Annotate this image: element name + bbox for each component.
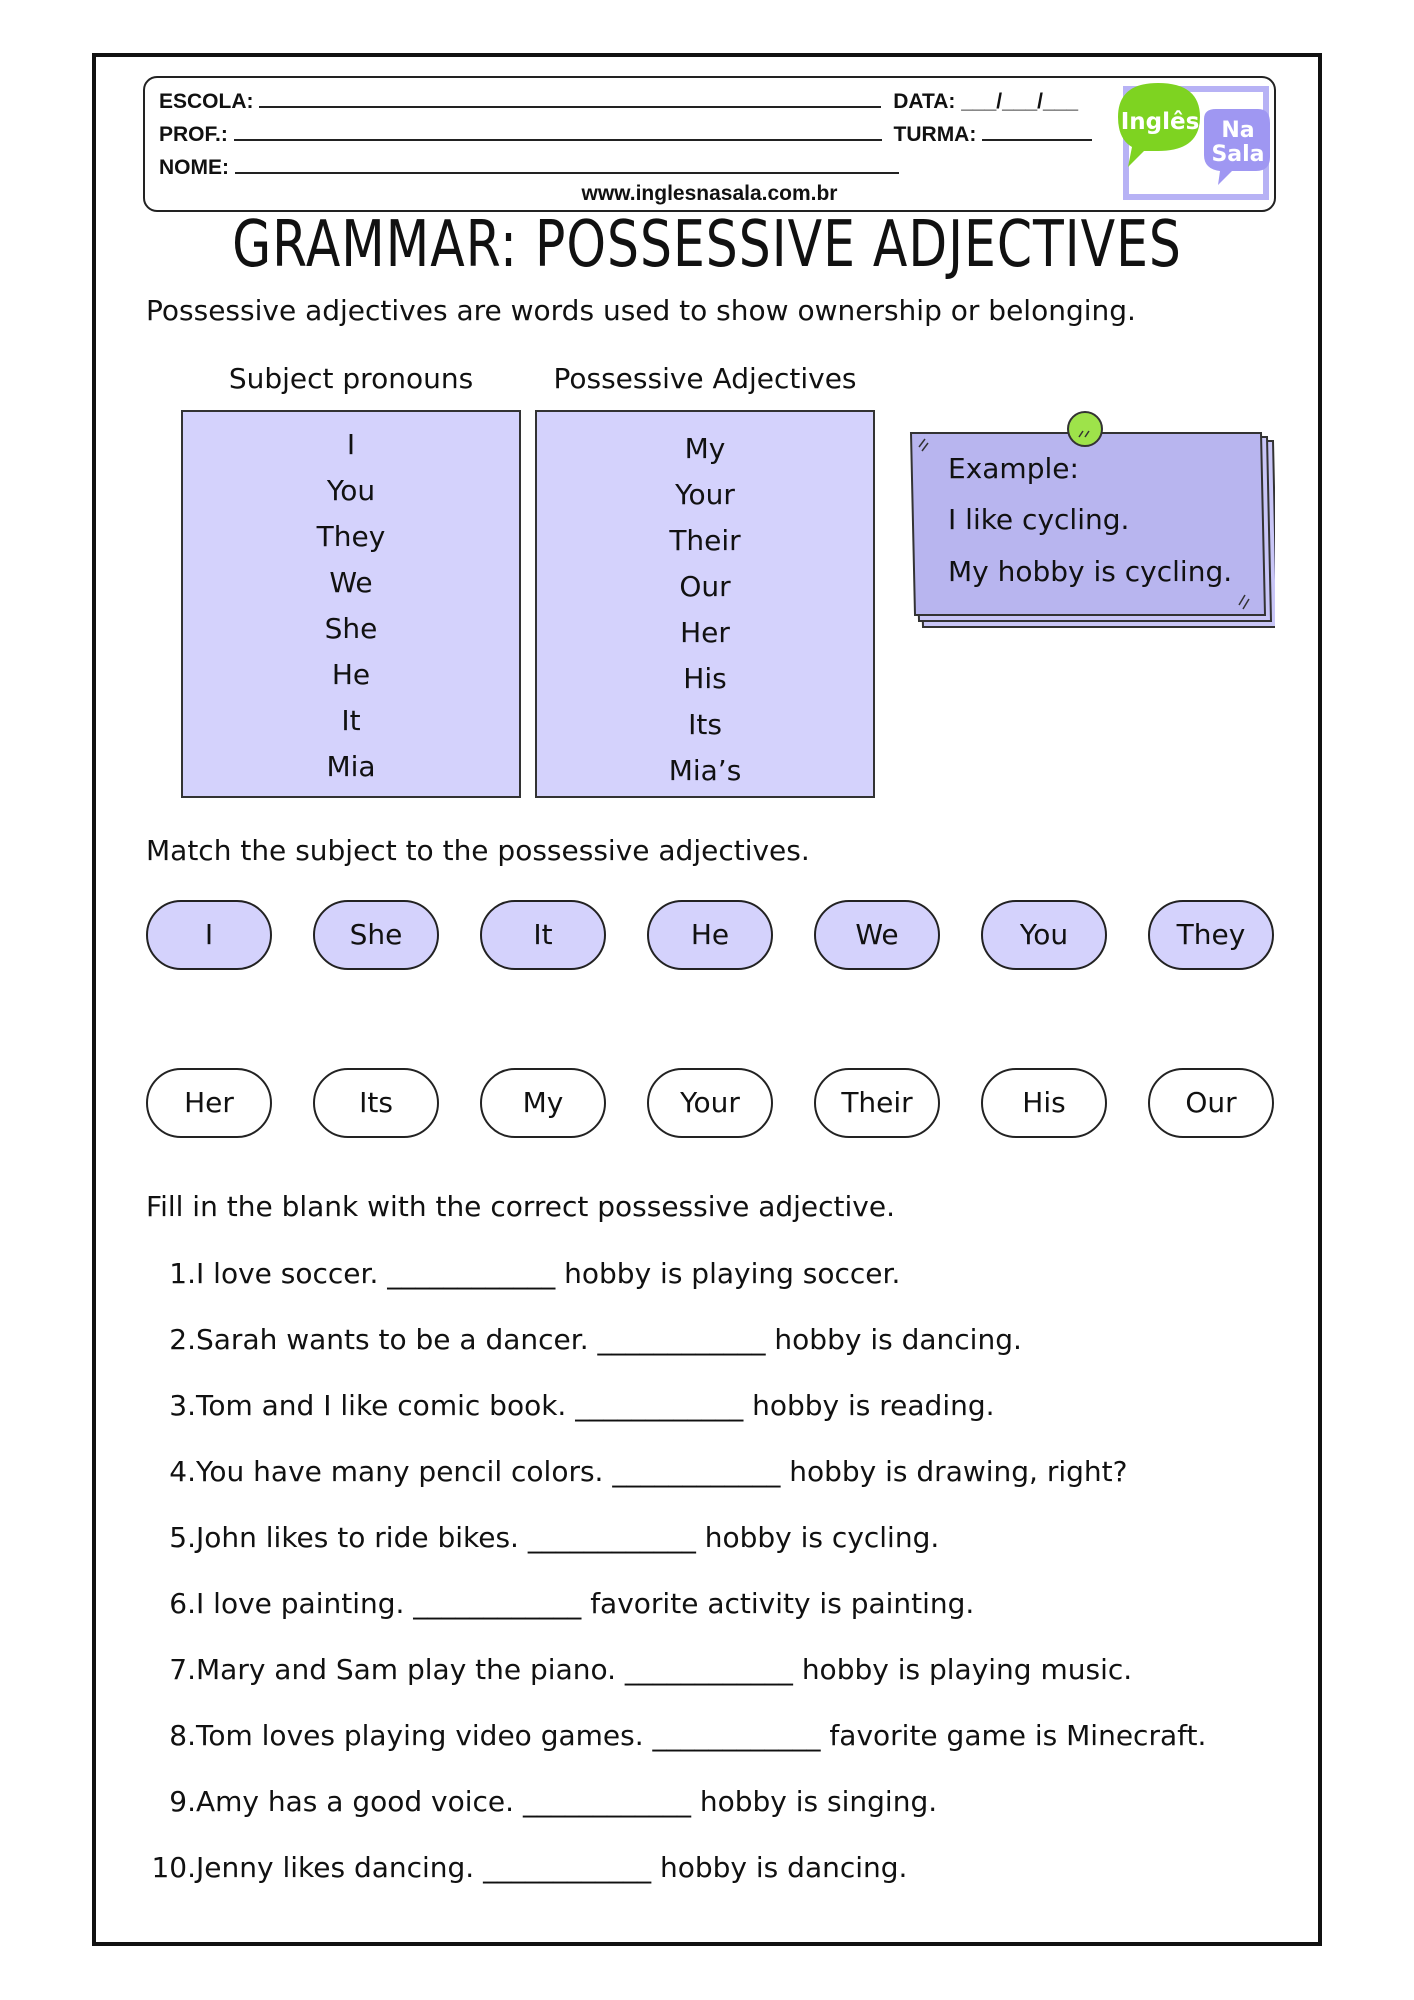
- item-number: 1.: [169, 1257, 196, 1290]
- adjective-item: My: [684, 432, 726, 465]
- subject-pill[interactable]: She: [313, 900, 439, 970]
- exercise-item: [148, 1521, 939, 1554]
- prof-label: PROF.:: [159, 123, 228, 146]
- item-sentence[interactable]: Jenny likes dancing. ____________ hobby is dancing.: [196, 1851, 908, 1884]
- item-number: 5.: [169, 1521, 196, 1554]
- intro-text: Possessive adjectives are words used to show ownership or belonging.: [146, 294, 1136, 327]
- logo-word-na: Na: [1221, 118, 1255, 143]
- pronoun-item: Mia: [326, 750, 376, 783]
- item-sentence[interactable]: You have many pencil colors. ____________ hobby is drawing, right?: [196, 1455, 1128, 1488]
- subject-pronouns-header: Subject pronouns: [228, 362, 474, 395]
- adjective-item: Your: [675, 478, 735, 511]
- exercise-item: [148, 1587, 974, 1620]
- subject-pill[interactable]: We: [814, 900, 940, 970]
- adjective-item: Mia’s: [668, 754, 742, 787]
- exercise-item: [148, 1851, 907, 1884]
- adjective-item: His: [683, 662, 727, 695]
- escola-label: ESCOLA:: [159, 90, 254, 113]
- adjective-pill[interactable]: Our: [1148, 1068, 1274, 1138]
- exercise-item: [148, 1653, 1132, 1686]
- student-info-header: [143, 76, 1276, 212]
- adjective-pill[interactable]: Their: [814, 1068, 940, 1138]
- nome-label: NOME:: [159, 156, 229, 179]
- nome-row: [159, 154, 899, 180]
- pronoun-item: They: [316, 520, 386, 553]
- pronoun-item: You: [326, 474, 376, 507]
- turma-label: TURMA:: [893, 123, 977, 146]
- example-label: Example:: [948, 452, 1079, 485]
- item-sentence[interactable]: Amy has a good voice. ____________ hobby is singing.: [196, 1785, 938, 1818]
- exercise-item: [148, 1719, 1206, 1752]
- pronoun-item: She: [324, 612, 378, 645]
- logo-word-sala: Sala: [1211, 142, 1265, 167]
- possessive-adjectives-header: Possessive Adjectives: [553, 362, 857, 395]
- pronoun-item: It: [341, 704, 361, 737]
- item-sentence[interactable]: Sarah wants to be a dancer. ____________ hobby is dancing.: [196, 1323, 1022, 1356]
- item-sentence[interactable]: I love painting. ____________ favorite activity is painting.: [196, 1587, 975, 1620]
- pronoun-item: He: [331, 658, 371, 691]
- subject-pill[interactable]: You: [981, 900, 1107, 970]
- item-number: 10.: [151, 1851, 196, 1884]
- turma-field[interactable]: [982, 121, 1092, 141]
- escola-field[interactable]: [259, 88, 881, 108]
- exercise-item: [148, 1785, 937, 1818]
- pronoun-item: We: [329, 566, 373, 599]
- adjective-pill[interactable]: His: [981, 1068, 1107, 1138]
- adjective-item: Its: [688, 708, 722, 741]
- adjective-pill[interactable]: My: [480, 1068, 606, 1138]
- item-sentence[interactable]: I love soccer. ____________ hobby is playing soccer.: [196, 1257, 901, 1290]
- adjective-pill[interactable]: Your: [647, 1068, 773, 1138]
- exercise-item: [148, 1323, 1022, 1356]
- item-number: 6.: [169, 1587, 196, 1620]
- example-line-1: I like cycling.: [948, 503, 1130, 536]
- exercise-item: [148, 1389, 995, 1422]
- item-number: 9.: [169, 1785, 196, 1818]
- subject-pill[interactable]: It: [480, 900, 606, 970]
- nome-field[interactable]: [235, 154, 899, 174]
- example-line-2: My hobby is cycling.: [948, 555, 1233, 588]
- exercise-item: [148, 1257, 900, 1290]
- escola-row: [159, 88, 1078, 114]
- match-instruction: Match the subject to the possessive adjectives.: [146, 834, 810, 867]
- adjective-pill[interactable]: Her: [146, 1068, 272, 1138]
- item-number: 7.: [169, 1653, 196, 1686]
- data-label: DATA:: [893, 90, 956, 113]
- prof-field[interactable]: [234, 121, 882, 141]
- data-field[interactable]: ___/___/___: [961, 90, 1079, 113]
- subject-pill[interactable]: I: [146, 900, 272, 970]
- item-sentence[interactable]: Tom loves playing video games. ____________ favorite game is Minecraft.: [196, 1719, 1207, 1752]
- adjective-item: Our: [679, 570, 731, 603]
- website-url: www.inglesnasala.com.br: [581, 182, 838, 205]
- item-sentence[interactable]: Tom and I like comic book. ____________ hobby is reading.: [196, 1389, 995, 1422]
- pronoun-item: I: [346, 428, 356, 461]
- ingles-na-sala-logo: [1108, 75, 1278, 205]
- subject-pill[interactable]: He: [647, 900, 773, 970]
- item-sentence[interactable]: John likes to ride bikes. ____________ hobby is cycling.: [196, 1521, 940, 1554]
- item-sentence[interactable]: Mary and Sam play the piano. ____________ hobby is playing music.: [196, 1653, 1133, 1686]
- subject-pronouns-list: [181, 410, 521, 798]
- possessive-adjectives-list: [535, 410, 875, 798]
- adjective-pill[interactable]: Its: [313, 1068, 439, 1138]
- item-number: 8.: [169, 1719, 196, 1752]
- page-title: GRAMMAR: POSSESSIVE ADJECTIVES: [232, 207, 1182, 282]
- item-number: 2.: [169, 1323, 196, 1356]
- prof-row: [159, 121, 1092, 147]
- fill-instruction: Fill in the blank with the correct possessive adjective.: [146, 1190, 895, 1223]
- item-number: 4.: [169, 1455, 196, 1488]
- adjective-item: Her: [680, 616, 730, 649]
- pin-icon: [1068, 412, 1102, 446]
- adjective-item: Their: [669, 524, 741, 557]
- subject-pill[interactable]: They: [1148, 900, 1274, 970]
- logo-word-ingles: Inglês: [1120, 109, 1200, 135]
- exercise-item: [148, 1455, 1128, 1488]
- item-number: 3.: [169, 1389, 196, 1422]
